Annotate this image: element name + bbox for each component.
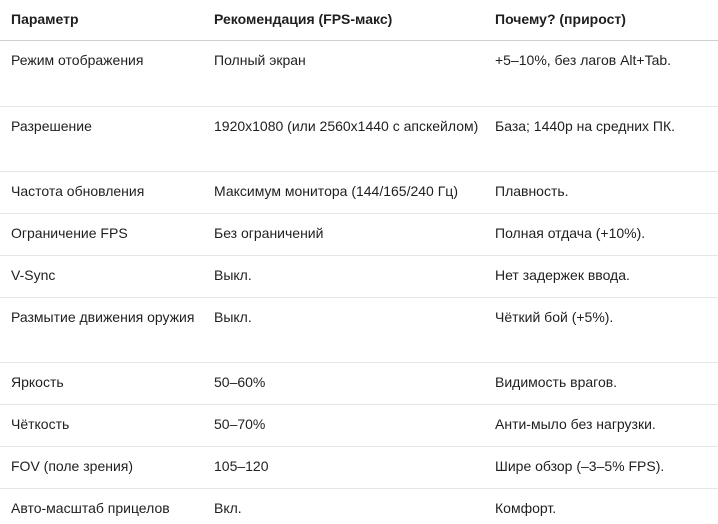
cell-recommendation: Выкл. <box>214 256 495 298</box>
cell-recommendation: 50–70% <box>214 405 495 447</box>
table-row <box>0 256 718 298</box>
cell-reason: Анти-мыло без нагрузки. <box>495 405 718 447</box>
cell-recommendation: 50–60% <box>214 363 495 405</box>
cell-recommendation: Максимум монитора (144/165/240 Гц) <box>214 172 495 214</box>
cell-parameter: Режим отображения <box>0 41 214 107</box>
cell-parameter: V-Sync <box>0 256 214 298</box>
header-reason: Почему? (прирост) <box>495 0 718 41</box>
cell-recommendation: Полный экран <box>214 41 495 107</box>
cell-reason: Чёткий бой (+5%). <box>495 298 718 363</box>
table-row <box>0 363 718 405</box>
table-row <box>0 447 718 489</box>
cell-parameter: Ограничение FPS <box>0 214 214 256</box>
cell-recommendation: Выкл. <box>214 298 495 363</box>
cell-parameter: Чёткость <box>0 405 214 447</box>
table-row <box>0 107 718 172</box>
header-parameter: Параметр <box>0 0 214 41</box>
cell-parameter: Размытие движения оружия <box>0 298 214 363</box>
cell-recommendation: Вкл. <box>214 500 242 516</box>
cell-parameter: Частота обновления <box>0 172 214 214</box>
cell-reason: +5–10%, без лагов Alt+Tab. <box>495 41 718 107</box>
cell-recommendation: 105–120 <box>214 447 495 489</box>
header-recommendation: Рекомендация (FPS-макс) <box>214 0 495 41</box>
cell-parameter: FOV (поле зрения) <box>0 447 214 489</box>
cell-recommendation: Без ограничений <box>214 214 495 256</box>
cell-reason: Плавность. <box>495 172 718 214</box>
table-row <box>0 214 718 256</box>
cell-parameter: Яркость <box>0 363 214 405</box>
cell-recommendation: 1920x1080 (или 2560x1440 с апскейлом) <box>214 107 495 172</box>
table-row <box>0 41 718 107</box>
cell-reason: Полная отдача (+10%). <box>495 214 718 256</box>
cell-reason: Видимость врагов. <box>495 363 718 405</box>
cell-parameter: Разрешение <box>0 107 214 172</box>
cell-reason: Шире обзор (–3–5% FPS). <box>495 447 718 489</box>
table-row <box>0 405 718 447</box>
cell-reason: Комфорт. <box>495 500 557 516</box>
cell-reason: База; 1440p на средних ПК. <box>495 107 718 172</box>
table-row <box>0 298 718 363</box>
table-row <box>0 172 718 214</box>
cell-parameter: Авто-масштаб прицелов <box>11 500 170 516</box>
table-row <box>0 489 718 524</box>
table-header-row <box>0 0 718 41</box>
cell-reason: Нет задержек ввода. <box>495 256 718 298</box>
